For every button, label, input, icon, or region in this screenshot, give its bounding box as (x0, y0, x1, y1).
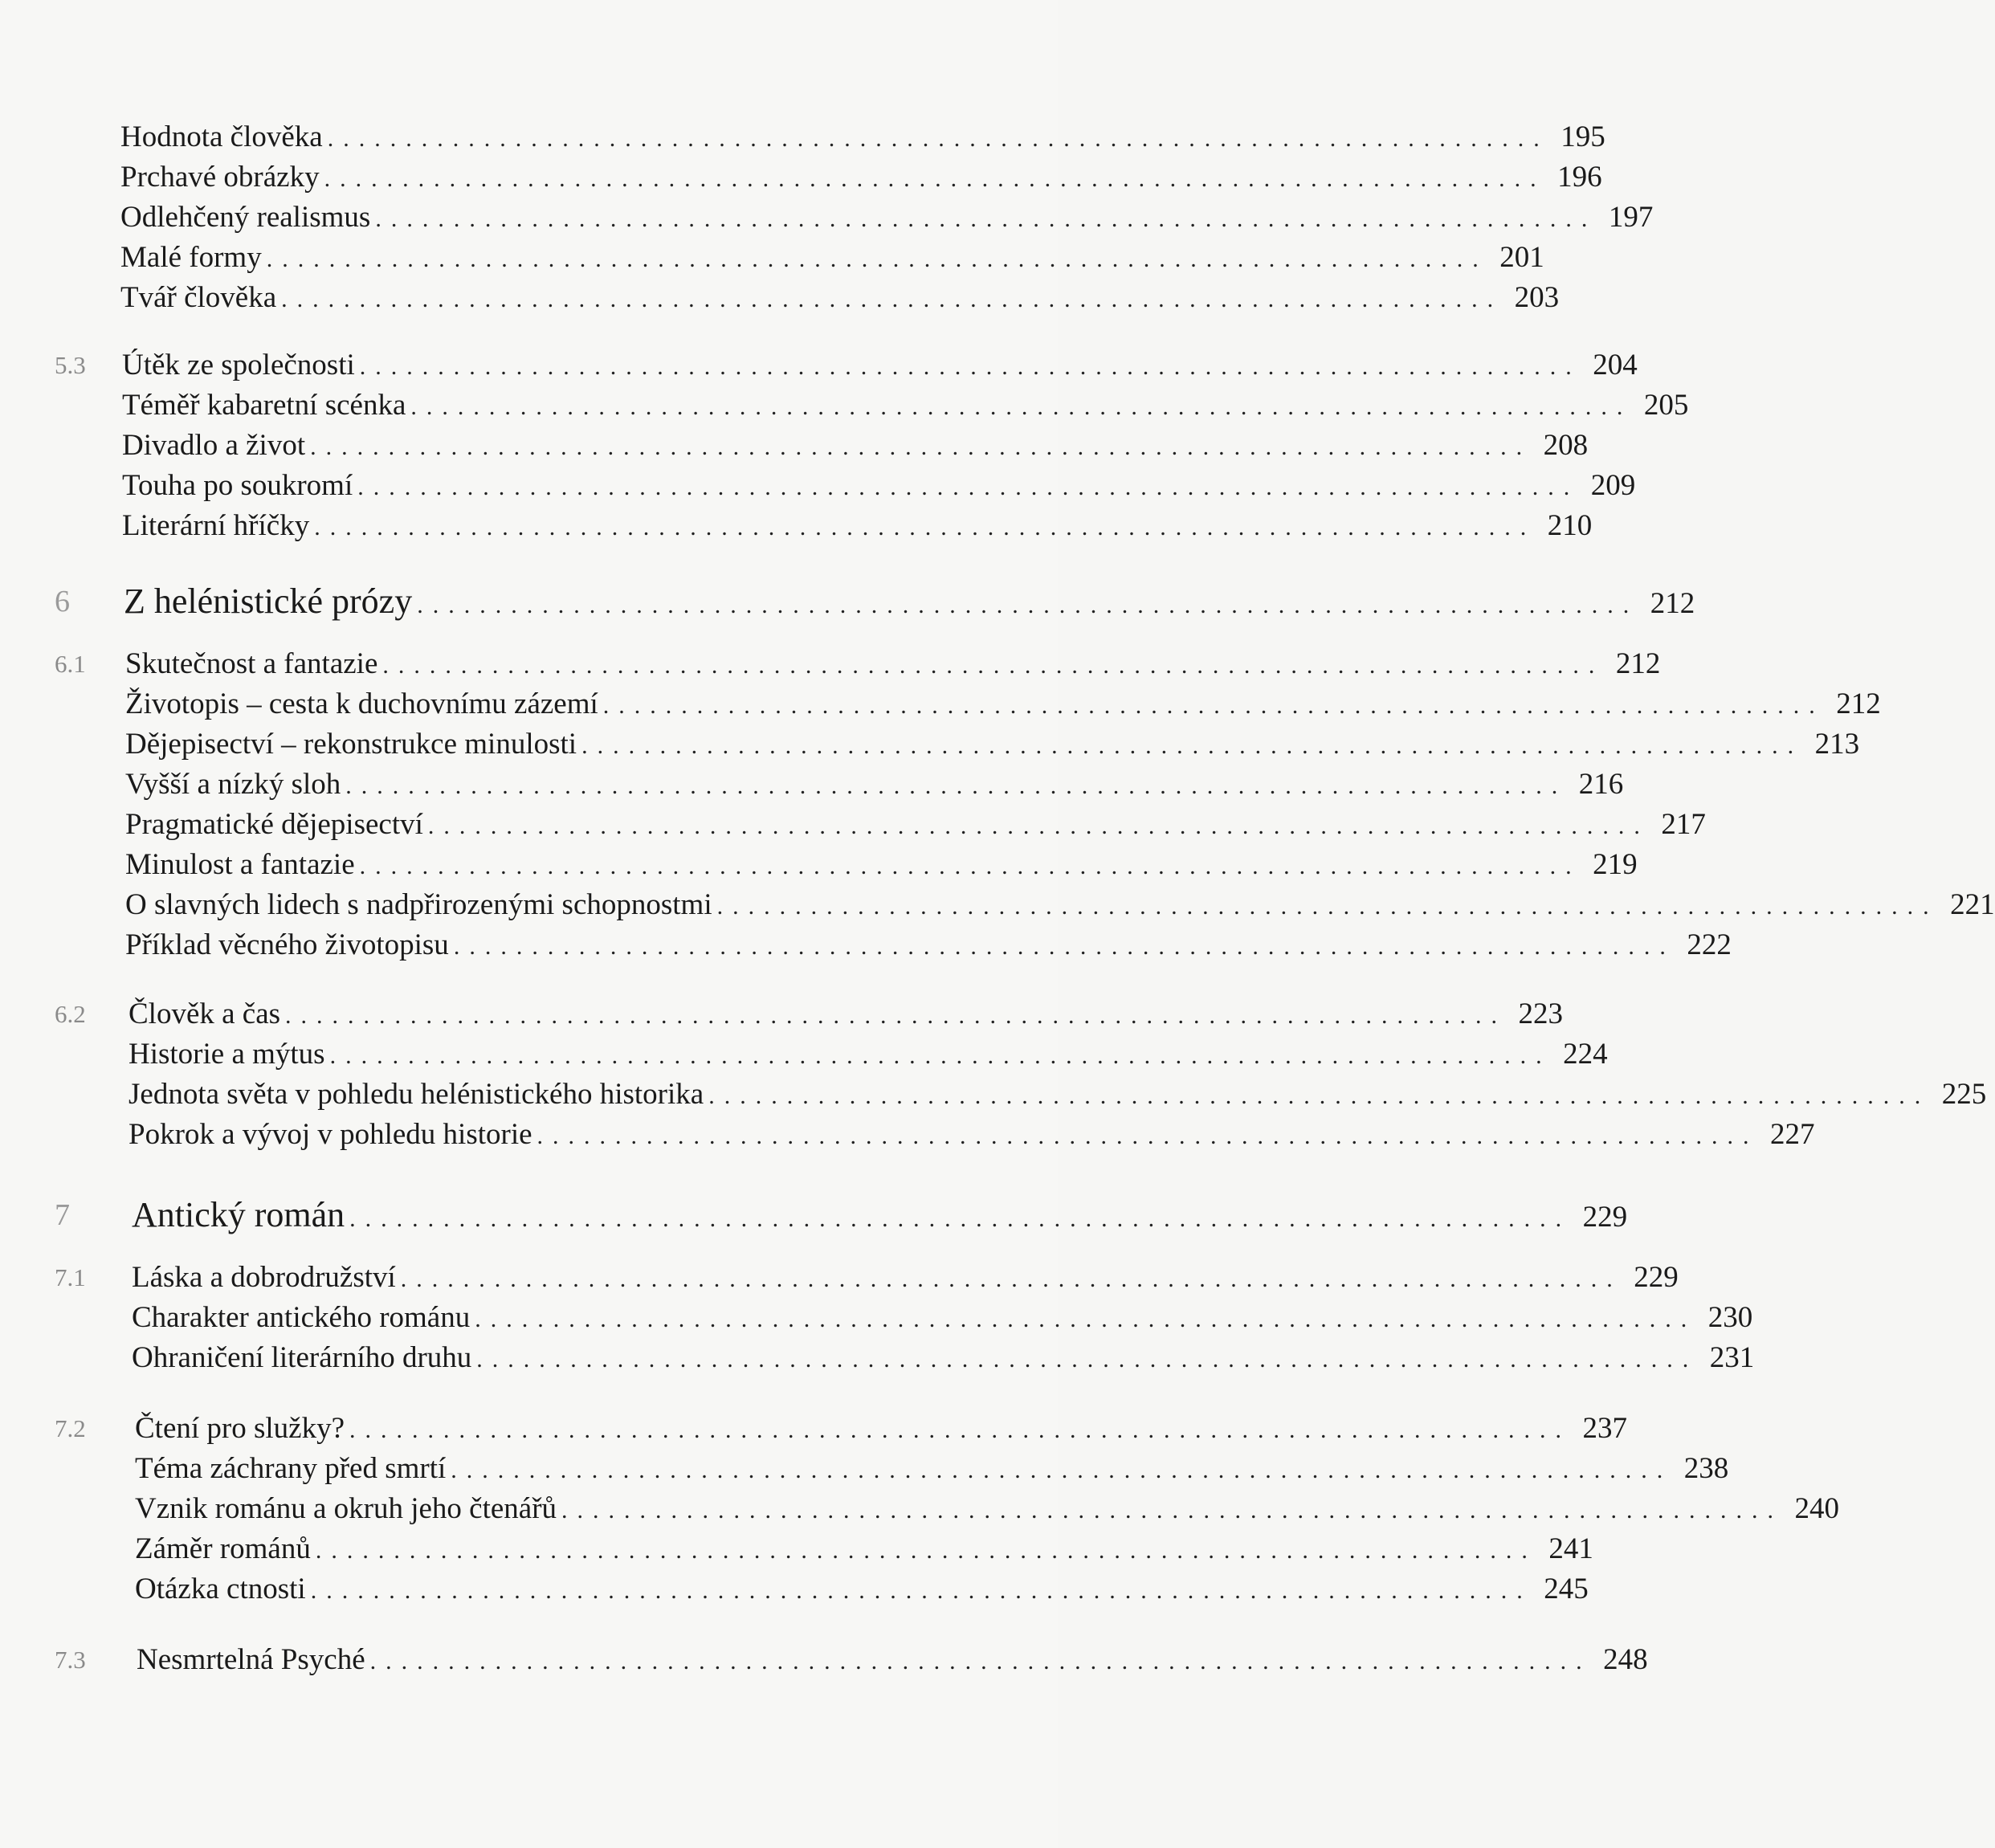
toc-entry-page: 225 (1941, 1078, 1987, 1111)
dot-leader: .............................................................................. (349, 1205, 1572, 1232)
toc-entry-title: Prchavé obrázky (120, 161, 320, 194)
toc-entry-page: 195 (1561, 120, 1605, 153)
toc-entry-title: Touha po soukromí (122, 469, 353, 502)
toc-section (0, 1640, 1648, 1680)
toc-entry-title: Čtení pro služky? (135, 1412, 345, 1445)
toc-entry (0, 925, 1732, 965)
toc-entry-page: 208 (1543, 429, 1589, 462)
toc-entry-title: Útěk ze společnosti (122, 349, 355, 381)
toc-entry-page: 212 (1615, 647, 1661, 680)
section-number: 7.2 (55, 1414, 86, 1442)
toc-entry-page: 245 (1544, 1573, 1589, 1605)
chapter-number: 7 (55, 1198, 70, 1232)
toc-entry-page: 212 (1836, 687, 1881, 720)
toc-entry-title: Vyšší a nízký sloh (125, 768, 341, 801)
toc-entry-title: Odlehčený realismus (120, 201, 371, 234)
section-number: 7.1 (55, 1263, 86, 1291)
dot-leader: .............................................................................. (602, 692, 1825, 719)
dot-leader: .............................................................................. (324, 165, 1546, 192)
toc-entry-title: Skutečnost a fantazie (125, 647, 378, 680)
section-number: 6.2 (55, 1000, 86, 1028)
section-number: 7.3 (55, 1646, 86, 1674)
toc-entry (0, 1569, 1589, 1609)
section-number: 6.1 (55, 650, 86, 678)
toc-entry-page: 229 (1634, 1261, 1679, 1294)
toc-entry-title: Téma záchrany před smrtí (135, 1452, 447, 1485)
toc-chapter (0, 581, 1695, 622)
toc-entry-page: 203 (1514, 281, 1560, 314)
toc-entry (0, 805, 1706, 845)
toc-entry-page: 237 (1582, 1412, 1628, 1445)
dot-leader: .............................................................................. (581, 732, 1804, 759)
toc-entry-page: 240 (1794, 1492, 1840, 1525)
dot-leader: .............................................................................. (349, 1417, 1572, 1443)
dot-leader: .............................................................................. (359, 353, 1581, 380)
toc-entry (0, 1034, 1608, 1075)
toc-entry-page: 205 (1643, 389, 1689, 422)
toc-entry (0, 278, 1560, 318)
toc-entry (0, 1298, 1753, 1338)
toc-entry (0, 238, 1544, 278)
toc-entry-title: Pokrok a vývoj v pohledu historie (129, 1118, 532, 1151)
toc-entry-title: Životopis – cesta k duchovnímu zázemí (125, 687, 598, 720)
toc-entry-page: 219 (1593, 848, 1638, 881)
toc-entry-title: Charakter antického románu (132, 1301, 471, 1334)
chapter-number: 6 (55, 585, 70, 618)
dot-leader: .............................................................................. (475, 1306, 1697, 1332)
toc-entry-title: Historie a mýtus (129, 1038, 325, 1071)
toc-entry-title: Jednota světa v pohledu helénistického historika (129, 1078, 704, 1111)
dot-leader: .............................................................................. (315, 1537, 1537, 1564)
dot-leader: .............................................................................. (314, 514, 1536, 541)
toc-entry-page: 238 (1683, 1452, 1729, 1485)
toc-entry-page: 217 (1661, 808, 1706, 841)
toc-entry-page: 223 (1518, 997, 1564, 1030)
toc-entry (0, 1529, 1593, 1569)
toc-chapter-title: Antický román (132, 1195, 345, 1234)
toc-entry (0, 724, 1860, 765)
toc-entry (0, 885, 1995, 925)
toc-section (0, 994, 1564, 1034)
toc-entry-page: 197 (1608, 201, 1654, 234)
toc-section (0, 1258, 1679, 1298)
toc-entry (0, 466, 1636, 506)
toc-entry-title: Příklad věcného životopisu (125, 928, 449, 961)
toc-entry-title: Záměr románů (135, 1532, 311, 1565)
toc-entry-page: 204 (1593, 349, 1638, 381)
toc-entry (0, 117, 1605, 157)
dot-leader: .............................................................................. (359, 853, 1581, 879)
toc-entry (0, 426, 1589, 466)
toc-section (0, 1409, 1628, 1449)
toc-entry (0, 1449, 1729, 1489)
dot-leader: .............................................................................. (266, 246, 1488, 272)
toc-entry (0, 386, 1689, 426)
toc-entry-page: 248 (1603, 1643, 1648, 1676)
dot-leader: .............................................................................. (536, 1123, 1759, 1149)
toc-entry-title: Literární hříčky (122, 509, 310, 542)
dot-leader: .............................................................................. (716, 893, 1939, 920)
toc-entry (0, 845, 1638, 885)
toc-entry-page: 229 (1582, 1201, 1628, 1234)
toc-entry (0, 1338, 1755, 1378)
toc-chapter (0, 1195, 1628, 1235)
toc-entry (0, 506, 1593, 546)
toc-entry-title: Otázka ctnosti (135, 1573, 306, 1605)
toc-entry-title: Hodnota člověka (120, 120, 323, 153)
toc-entry-title: Láska a dobrodružství (132, 1261, 396, 1294)
toc-entry-title: Divadlo a život (122, 429, 306, 462)
toc-chapter-title: Z helénistické prózy (124, 581, 413, 621)
toc-entry (0, 684, 1881, 724)
section-number: 5.3 (55, 351, 86, 379)
toc-entry-page: 241 (1548, 1532, 1593, 1565)
dot-leader: .............................................................................. (357, 474, 1580, 500)
toc-entry-title: Minulost a fantazie (125, 848, 355, 881)
dot-leader: .............................................................................. (281, 286, 1503, 312)
dot-leader: .............................................................................. (561, 1497, 1784, 1524)
toc-entry-page: 221 (1950, 888, 1995, 921)
dot-leader: .............................................................................. (329, 1042, 1552, 1069)
toc-entry-page: 230 (1707, 1301, 1753, 1334)
toc-entry-title: Pragmatické dějepisectví (125, 808, 423, 841)
toc-entry-page: 213 (1814, 728, 1860, 761)
toc-entry-page: 210 (1547, 509, 1593, 542)
dot-leader: .............................................................................. (417, 592, 1639, 618)
toc-entry-page: 231 (1709, 1341, 1755, 1374)
toc-entry-page: 209 (1590, 469, 1636, 502)
toc-entry-page: 227 (1770, 1118, 1815, 1151)
dot-leader: .............................................................................. (410, 394, 1633, 420)
dot-leader: .............................................................................. (310, 1577, 1532, 1604)
toc-entry-title: Tvář člověka (120, 281, 277, 314)
dot-leader: .............................................................................. (708, 1083, 1931, 1109)
dot-leader: .............................................................................. (382, 652, 1605, 679)
dot-leader: .............................................................................. (451, 1457, 1673, 1483)
dot-leader: .............................................................................. (427, 813, 1650, 839)
toc-section (0, 345, 1638, 386)
toc-entry-title: Ohraničení literárního druhu (132, 1341, 472, 1374)
dot-leader: .............................................................................. (453, 933, 1675, 960)
toc-entry (0, 157, 1602, 198)
toc-entry (0, 1115, 1815, 1155)
toc-entry-title: Malé formy (120, 241, 262, 274)
toc-entry-page: 212 (1650, 587, 1695, 620)
dot-leader: .............................................................................. (310, 434, 1532, 460)
toc-entry (0, 1489, 1840, 1529)
toc-entry-title: Člověk a čas (129, 997, 281, 1030)
dot-leader: .............................................................................. (476, 1346, 1699, 1373)
toc-entry-title: Nesmrtelná Psyché (137, 1643, 365, 1676)
toc-entry-title: O slavných lidech s nadpřirozenými schopnostmi (125, 888, 712, 921)
toc-entry-title: Dějepisectví – rekonstrukce minulosti (125, 728, 577, 761)
dot-leader: .............................................................................. (400, 1266, 1622, 1292)
toc-entry-page: 216 (1578, 768, 1624, 801)
toc-entry-page: 222 (1687, 928, 1732, 961)
toc-entry (0, 1075, 1987, 1115)
toc-section (0, 644, 1661, 684)
toc-entry-page: 201 (1499, 241, 1544, 274)
dot-leader: .............................................................................. (369, 1648, 1592, 1675)
toc-entry-page: 224 (1563, 1038, 1608, 1071)
toc-entry (0, 765, 1624, 805)
toc-entry (0, 198, 1654, 238)
toc-entry-title: Vznik románu a okruh jeho čtenářů (135, 1492, 557, 1525)
dot-leader: .............................................................................. (345, 773, 1568, 799)
dot-leader: .............................................................................. (327, 125, 1549, 152)
dot-leader: .............................................................................. (285, 1002, 1507, 1029)
toc-entry-page: 196 (1557, 161, 1602, 194)
toc-entry-title: Téměř kabaretní scénka (122, 389, 406, 422)
dot-leader: .............................................................................. (375, 206, 1597, 232)
